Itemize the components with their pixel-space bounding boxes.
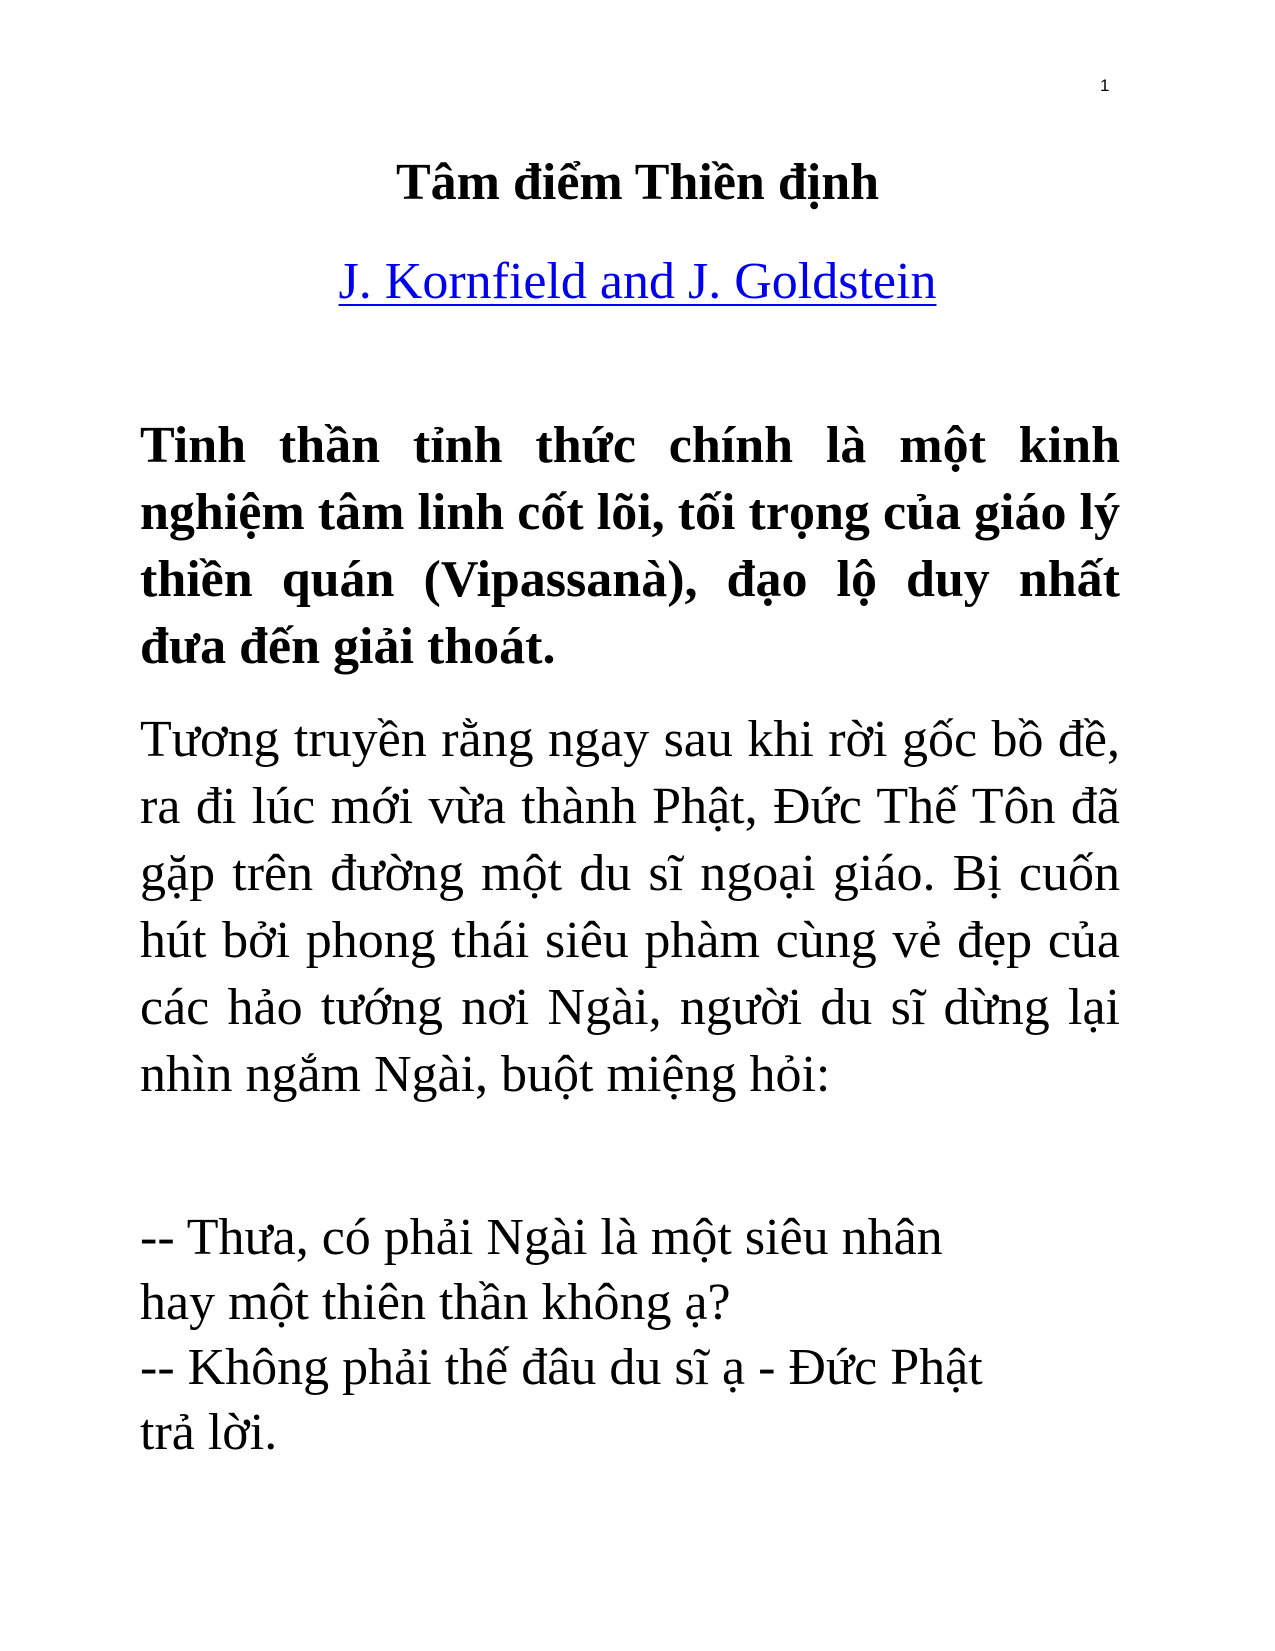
lead-paragraph: Tinh thần tỉnh thức chính là một kinh nghiệm tâm linh cốt lõi, tối trọng của giáo lý thiền quán (Vipassanà), đạo lộ duy nhất đưa đến giải thoát. (140, 417, 1120, 675)
author-line (0, 247, 1275, 317)
dialogue (140, 1205, 1120, 1465)
author-link[interactable]: J. Kornfield and J. Goldstein (338, 253, 937, 310)
dialogue-line: hay một thiên thần không ạ? (140, 1274, 731, 1331)
body-paragraph: Tương truyền rằng ngay sau khi rời gốc bồ đề, ra đi lúc mới vừa thành Phật, Đức Thế Tôn đã gặp trên đường một du sĩ ngoại giáo. Bị cuốn hút bởi phong thái siêu phàm cùng vẻ đẹp của các hảo tướng nơi Ngài, người du sĩ dừng lại nhìn ngắm Ngài, buột miệng hỏi: (140, 711, 1120, 1103)
document-title: Tâm điểm Thiền định (395, 154, 880, 211)
dialogue-line: -- Thưa, có phải Ngài là một siêu nhân (140, 1209, 943, 1266)
dialogue-line: -- Không phải thế đâu du sĩ ạ - Đức Phật (140, 1339, 983, 1396)
page-number: 1 (1100, 76, 1110, 95)
dialogue-line: trả lời. (140, 1404, 278, 1461)
